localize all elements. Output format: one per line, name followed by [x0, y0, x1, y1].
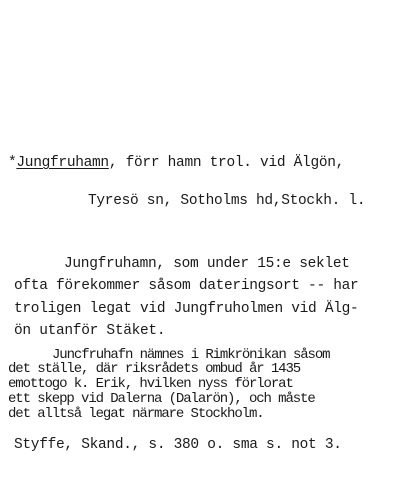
paragraph1-line-4: ön utanför Stäket. [14, 323, 166, 339]
paragraph2-line-3: emottogo k. Erik, hvilken nyss förlorat [8, 376, 293, 392]
headword-description: , förr hamn trol. vid Älgön, [108, 155, 345, 171]
paragraph2-line-4: ett skepp vid Dalerna (Dalarön), och måste [8, 391, 315, 407]
paragraph1-line-2: ofta förekommer såsom dateringsort -- har [14, 278, 359, 294]
headword: Jungfruhamn [16, 155, 109, 171]
source-reference: Styffe, Skand., s. 380 o. sma s. not 3. [14, 437, 342, 453]
paragraph2-line-5: det alltså legat närmare Stockholm. [8, 406, 264, 422]
paragraph1-line-3: troligen legat vid Jungfruholmen vid Älg- [14, 301, 359, 317]
paragraph1-line-1: Jungfruhamn, som under 15:e seklet [64, 256, 350, 272]
paragraph2-line-1: Juncfruhafn nämnes i Rimkrönikan såsom [52, 347, 330, 363]
paragraph2-line-2: det ställe, där riksrådets ombud år 1435 [8, 361, 301, 377]
location-line: Tyresö sn, Sotholms hd,Stockh. l. [88, 193, 366, 209]
headword-asterisk: * [8, 155, 17, 171]
headword-line [8, 154, 344, 172]
